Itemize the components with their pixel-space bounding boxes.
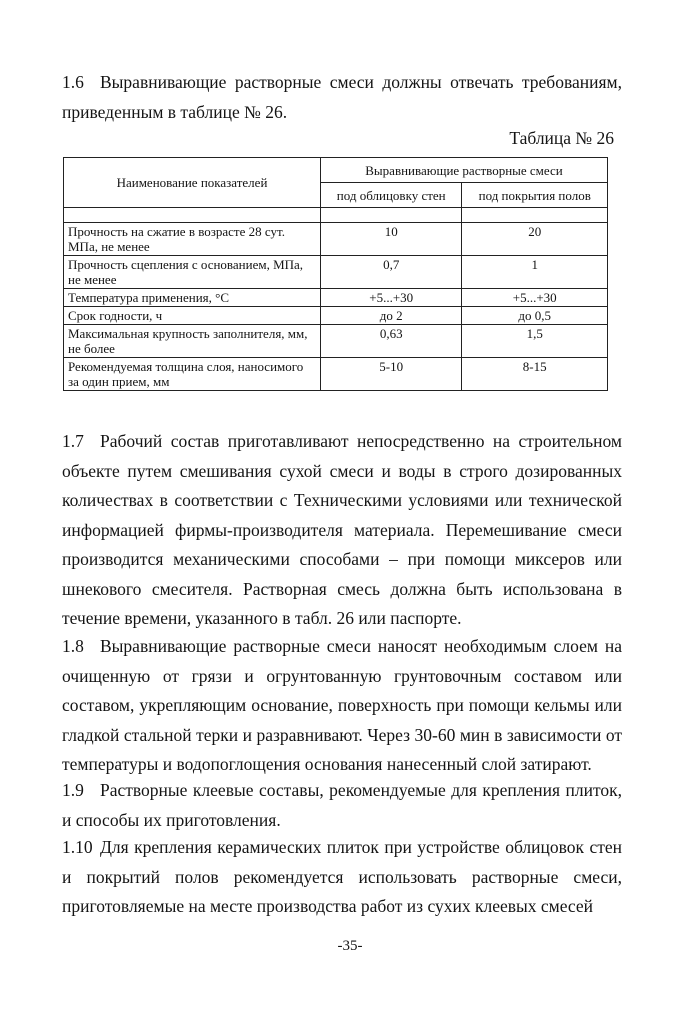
- table-row: [64, 256, 608, 289]
- row-walls-value: до 2: [321, 307, 462, 325]
- row-walls-value: 10: [321, 223, 462, 256]
- paragraph-text: Выравнивающие растворные смеси должны отвечать требованиям, приведенным в таблице № 26.: [62, 72, 622, 122]
- table-row: [64, 223, 608, 256]
- paragraph-1-7: [62, 427, 622, 634]
- row-name: Максимальная крупность заполнителя, мм, не более: [64, 325, 321, 358]
- row-floors-value: +5...+30: [462, 289, 608, 307]
- table-row: [64, 307, 608, 325]
- row-name: Прочность сцепления с основанием, МПа, не менее: [64, 256, 321, 289]
- table-row: [64, 358, 608, 391]
- paragraph-1-10: [62, 833, 622, 922]
- header-group: Выравнивающие растворные смеси: [321, 158, 608, 183]
- spacer-cell: [64, 208, 321, 223]
- row-walls-value: 0,63: [321, 325, 462, 358]
- requirements-table: [63, 157, 608, 391]
- table-spacer-row: [64, 208, 608, 223]
- row-name: Рекомендуемая толщина слоя, наносимого за один прием, мм: [64, 358, 321, 391]
- paragraph-1-9: [62, 776, 622, 835]
- row-walls-value: +5...+30: [321, 289, 462, 307]
- table-row: [64, 289, 608, 307]
- row-floors-value: 1: [462, 256, 608, 289]
- row-walls-value: 5-10: [321, 358, 462, 391]
- paragraph-text: Рабочий состав приготавливают непосредственно на строительном объекте путем смешивания сухой смеси и воды в строго дозированных количествах в соответствии с Техническими условиями или технической информацией фирмы-производителя материала. Перемешивание смеси производится механическими способами – при помощи миксеров или шнекового смесителя. Растворная смесь должна быть использована в течение времени, указанного в табл. 26 или паспорте.: [62, 431, 622, 628]
- page-number: -35-: [337, 938, 363, 954]
- paragraph-number: 1.6: [62, 72, 84, 92]
- row-walls-value: 0,7: [321, 256, 462, 289]
- row-name: Прочность на сжатие в возрасте 28 сут. МПа, не менее: [64, 223, 321, 256]
- table-row: [64, 325, 608, 358]
- row-floors-value: 20: [462, 223, 608, 256]
- header-name-column: Наименование показателей: [64, 158, 321, 208]
- paragraph-number: 1.7: [62, 431, 84, 451]
- row-floors-value: до 0,5: [462, 307, 608, 325]
- paragraph-1-6: [62, 68, 622, 127]
- row-floors-value: 1,5: [462, 325, 608, 358]
- paragraph-text: Для крепления керамических плиток при устройстве облицовок стен и покрытий полов рекомендуется использовать растворные смеси, приготовляемые на месте производства работ из сухих клеевых смесей: [62, 837, 622, 916]
- paragraph-number: 1.8: [62, 636, 84, 656]
- paragraph-text: Растворные клеевые составы, рекомендуемые для крепления плиток, и способы их приготовления.: [62, 780, 622, 830]
- table-header-row: [64, 158, 608, 183]
- row-name: Температура применения, °С: [64, 289, 321, 307]
- paragraph-text: Выравнивающие растворные смеси наносят необходимым слоем на очищенную от грязи и огрунтованную грунтовочным составом или составом, укрепляющим основание, поверхность при помощи кельмы или гладкой стальной терки и разравнивают. Через 30-60 мин в зависимости от температуры и водопоглощения основания нанесенный слой затирают.: [62, 636, 622, 774]
- paragraph-number: 1.10: [62, 837, 93, 857]
- paragraph-1-8: [62, 632, 622, 780]
- row-name: Срок годности, ч: [64, 307, 321, 325]
- row-floors-value: 8-15: [462, 358, 608, 391]
- spacer-cell: [321, 208, 462, 223]
- spacer-cell: [462, 208, 608, 223]
- header-floors: под покрытия полов: [462, 183, 608, 208]
- paragraph-number: 1.9: [62, 780, 84, 800]
- header-walls: под облицовку стен: [321, 183, 462, 208]
- table-caption: Таблица № 26: [509, 128, 614, 148]
